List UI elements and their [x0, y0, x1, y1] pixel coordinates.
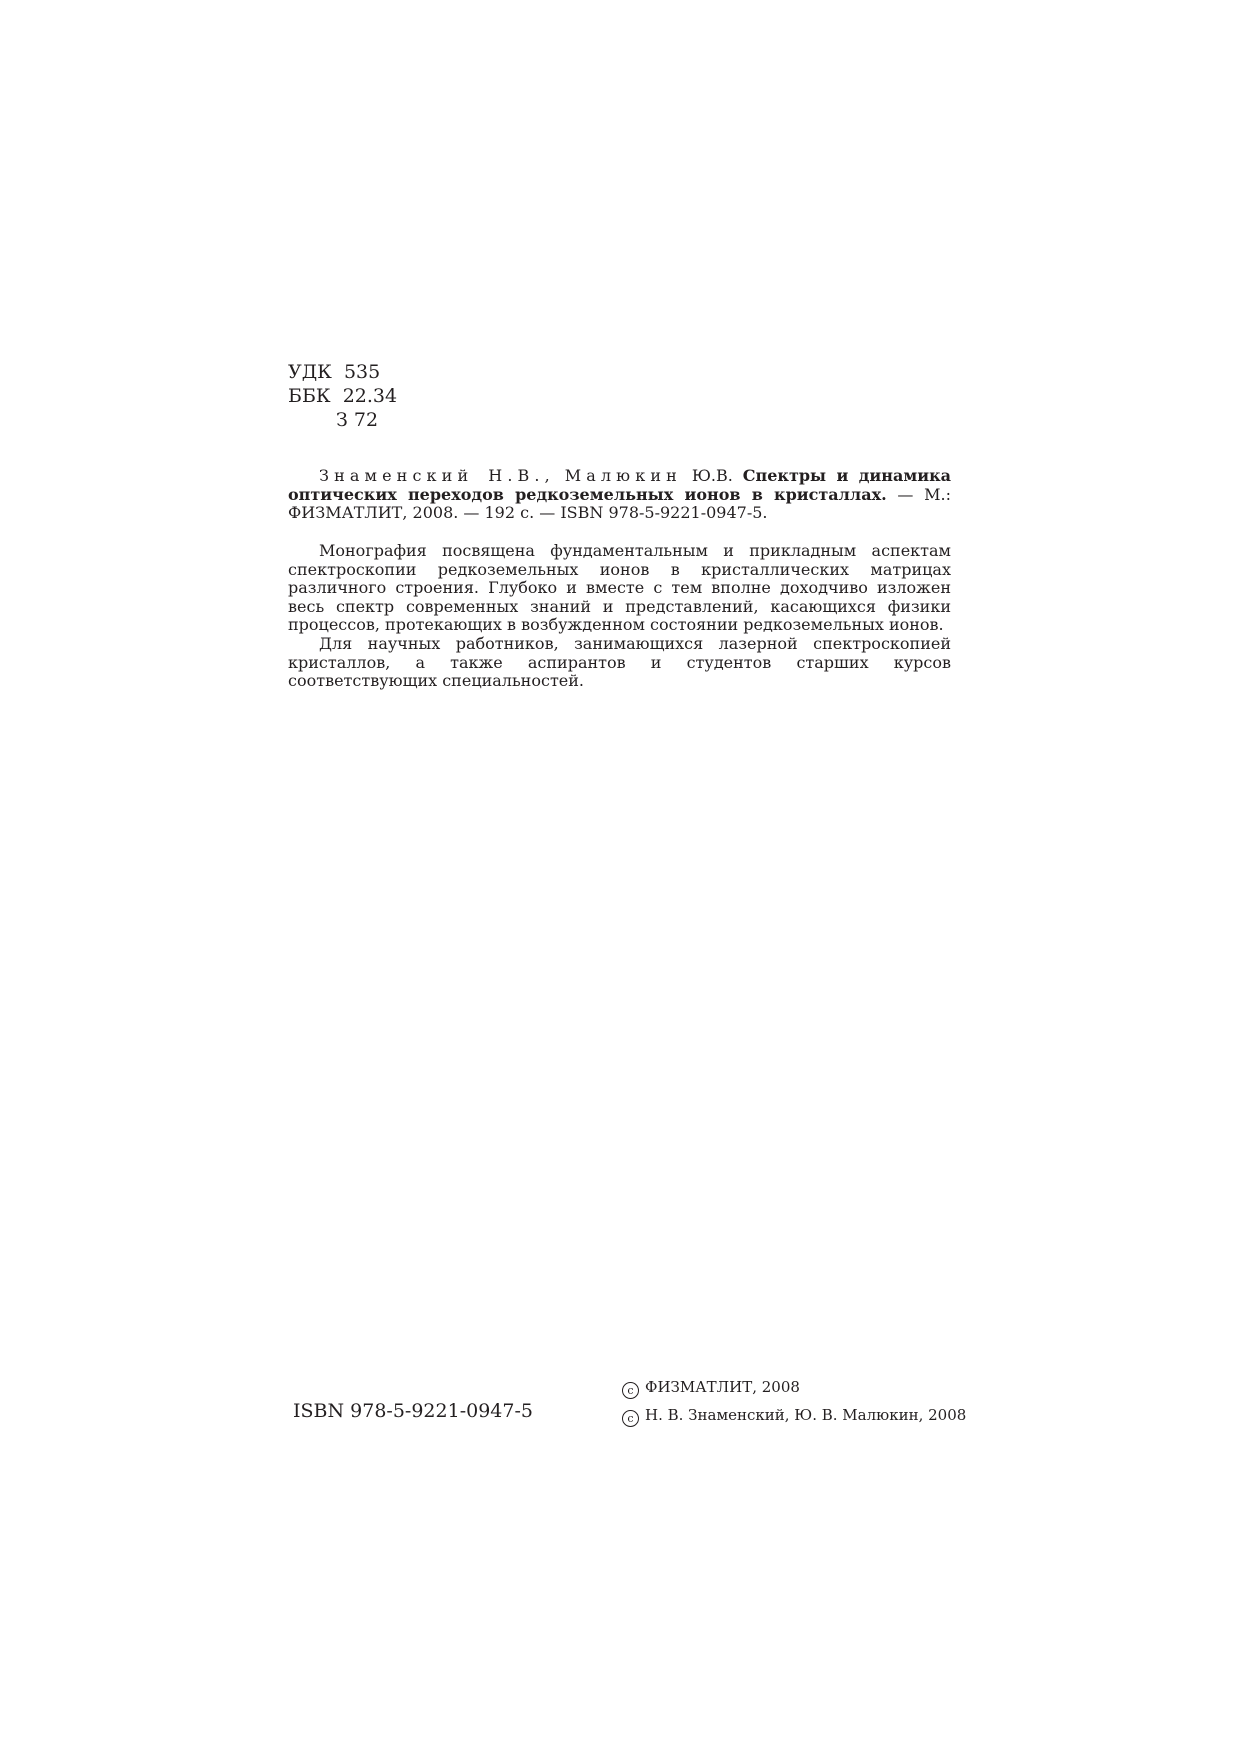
copyright-line-authors — [622, 1401, 966, 1429]
author-sign: З 72 — [336, 409, 379, 431]
udk-code: 535 — [343, 361, 381, 383]
udk-line — [288, 360, 397, 384]
bibliographic-paragraph — [288, 467, 951, 523]
author-2-surname: Малюкин — [564, 466, 682, 485]
copyright-publisher: ФИЗМАТЛИТ, 2008 — [645, 1378, 800, 1396]
copyright-authors: Н. В. Знаменский, Ю. В. Малюкин, 2008 — [645, 1406, 967, 1424]
author-1: Знаменский Н.В., — [319, 466, 555, 485]
copyright-line-publisher — [622, 1373, 966, 1401]
classification-block — [288, 360, 397, 432]
annotation-paragraph-2: Для научных работников, занимающихся лазерной спектроскопией кристаллов, а также аспирантов и студентов старших курсов соответствующих специальностей. — [288, 633, 951, 691]
annotation — [288, 542, 951, 691]
udk-label: УДК — [288, 361, 332, 383]
bibliographic-record — [288, 467, 951, 523]
bbk-line — [288, 384, 397, 408]
book-title: Спектры и динамика оптических переходов редкоземельных ионов в кристаллах. — [288, 466, 952, 504]
imprint: — М.: ФИЗМАТЛИТ, 2008. — 192 с. — ISBN 978-5-9221-0947-5. — [288, 484, 952, 523]
isbn: ISBN 978-5-9221-0947-5 — [293, 1400, 533, 1422]
copyright-icon: c — [622, 1410, 639, 1427]
bbk-code: 22.34 — [342, 385, 398, 407]
annotation-paragraph-1: Монография посвящена фундаментальным и прикладным аспектам спектроскопии редкоземельных ионов в кристаллических матрицах различного строения. Глубоко и вместе с тем вполне доходчиво изложен весь спектр современных знаний и представлений, касающихся физики процессов, протекающих в возбужденном состоянии редкоземельных ионов. — [288, 541, 951, 635]
copyright-block — [622, 1373, 966, 1429]
bbk-label: ББК — [288, 385, 331, 407]
author-2-initials: Ю.В. — [691, 466, 733, 485]
copyright-icon: c — [622, 1382, 639, 1399]
